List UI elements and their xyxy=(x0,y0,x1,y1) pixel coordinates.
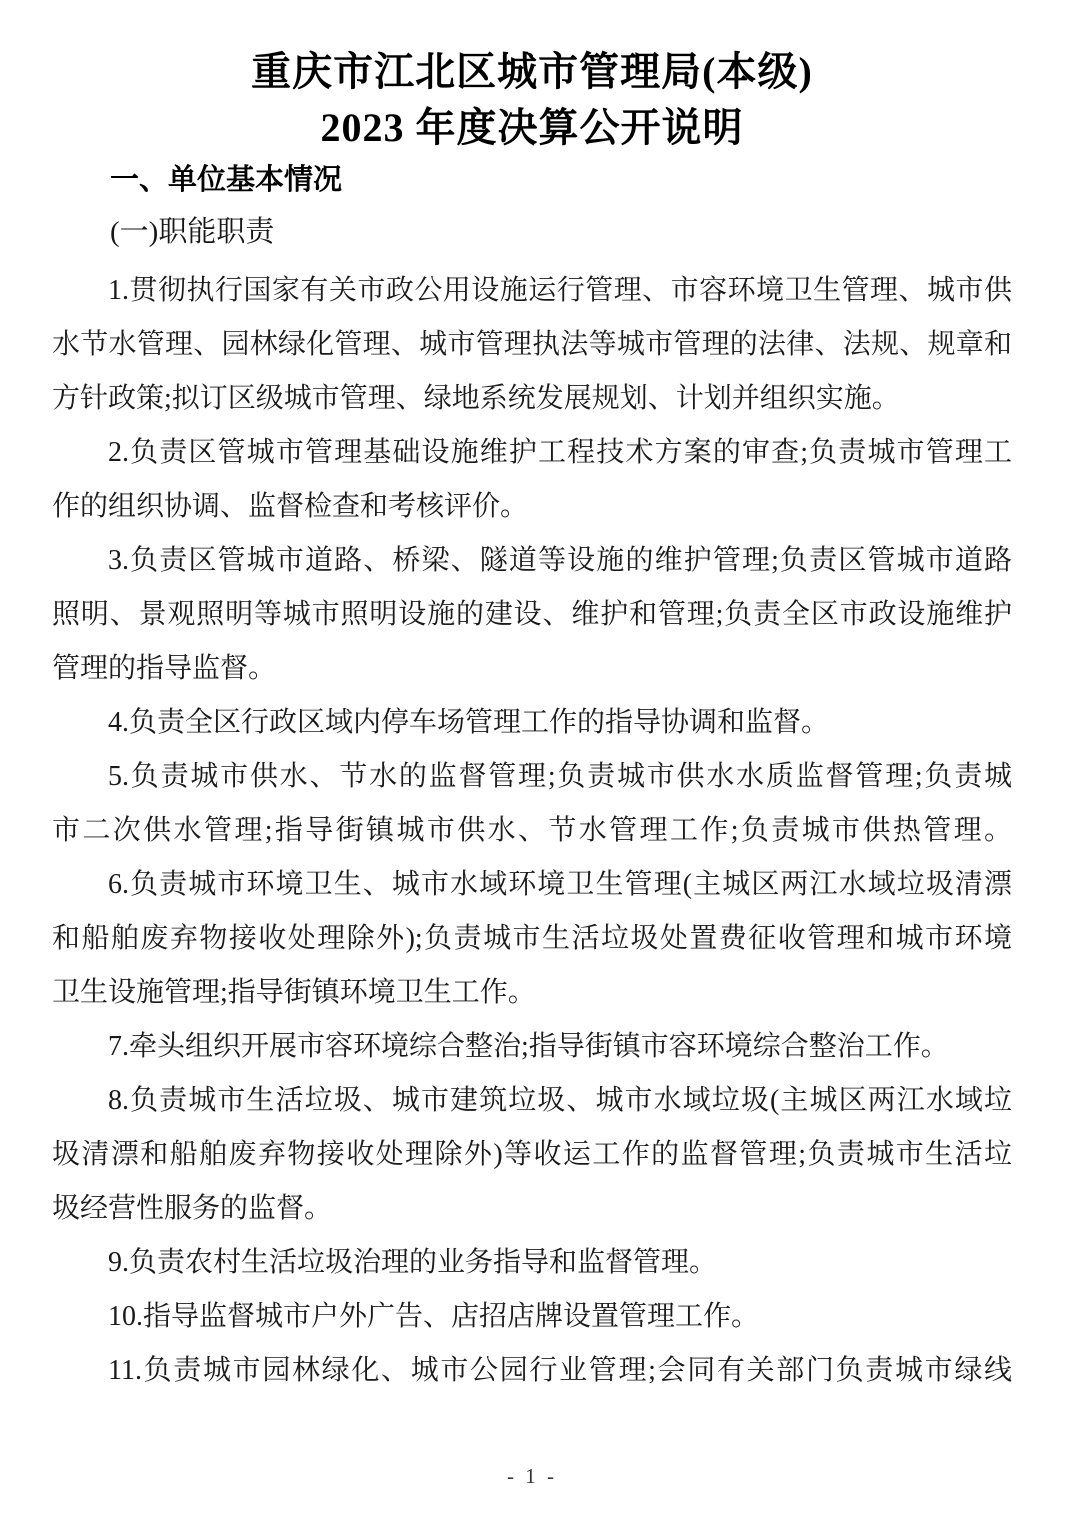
body-line: 卫生设施管理;指导街镇环境卫生工作。 xyxy=(52,977,536,1008)
body-line: 3.负责区管城市道路、桥梁、隧道等设施的维护管理;负责区管城市道路 xyxy=(108,545,1012,576)
page-number: - 1 - xyxy=(507,1464,557,1488)
body-line: 市二次供水管理;指导街镇城市供水、节水管理工作;负责城市供热管理。 xyxy=(52,815,1012,846)
body-line: 2.负责区管城市管理基础设施维护工程技术方案的审查;负责城市管理工 xyxy=(108,437,1012,468)
body-line: 照明、景观照明等城市照明设施的建设、维护和管理;负责全区市政设施维护 xyxy=(52,599,1012,630)
body-line: 8.负责城市生活垃圾、城市建筑垃圾、城市水域垃圾(主城区两江水域垃 xyxy=(108,1085,1012,1116)
body-line: 圾清漂和船舶废弃物接收处理除外)等收运工作的监督管理;负责城市生活垃 xyxy=(52,1139,1012,1170)
body-line: 管理的指导监督。 xyxy=(52,653,277,684)
document-title-line-1: 重庆市江北区城市管理局(本级) xyxy=(251,49,813,94)
body-line: 圾经营性服务的监督。 xyxy=(52,1193,333,1224)
body-line: 方针政策;拟订区级城市管理、绿地系统发展规划、计划并组织实施。 xyxy=(52,383,900,414)
body-line: 作的组织协调、监督检查和考核评价。 xyxy=(52,491,529,522)
subsection-heading: (一)职能职责 xyxy=(110,216,275,248)
body-line: 和船舶废弃物接收处理除外);负责城市生活垃圾处置费征收管理和城市环境 xyxy=(52,923,1012,954)
body-line: 7.牵头组织开展市容环境综合整治;指导街镇市容环境综合整治工作。 xyxy=(108,1031,949,1062)
document-title xyxy=(52,44,1012,156)
document-body xyxy=(52,264,1012,1398)
body-line: 9.负责农村生活垃圾治理的业务指导和监督管理。 xyxy=(108,1247,718,1278)
section-heading: 一、单位基本情况 xyxy=(110,164,343,196)
body-line: 10.指导监督城市户外广告、店招店牌设置管理工作。 xyxy=(108,1301,760,1332)
body-line: 6.负责城市环境卫生、城市水域环境卫生管理(主城区两江水域垃圾清漂 xyxy=(108,869,1012,900)
body-line: 11.负责城市园林绿化、城市公园行业管理;会同有关部门负责城市绿线 xyxy=(108,1355,1012,1386)
body-line: 水节水管理、园林绿化管理、城市管理执法等城市管理的法律、法规、规章和 xyxy=(52,329,1012,360)
body-line: 4.负责全区行政区域内停车场管理工作的指导协调和监督。 xyxy=(108,707,830,738)
document-title-line-2: 2023 年度决算公开说明 xyxy=(320,105,744,150)
body-line: 1.贯彻执行国家有关市政公用设施运行管理、市容环境卫生管理、城市供 xyxy=(108,275,1012,306)
body-line: 5.负责城市供水、节水的监督管理;负责城市供水水质监督管理;负责城 xyxy=(108,761,1012,792)
